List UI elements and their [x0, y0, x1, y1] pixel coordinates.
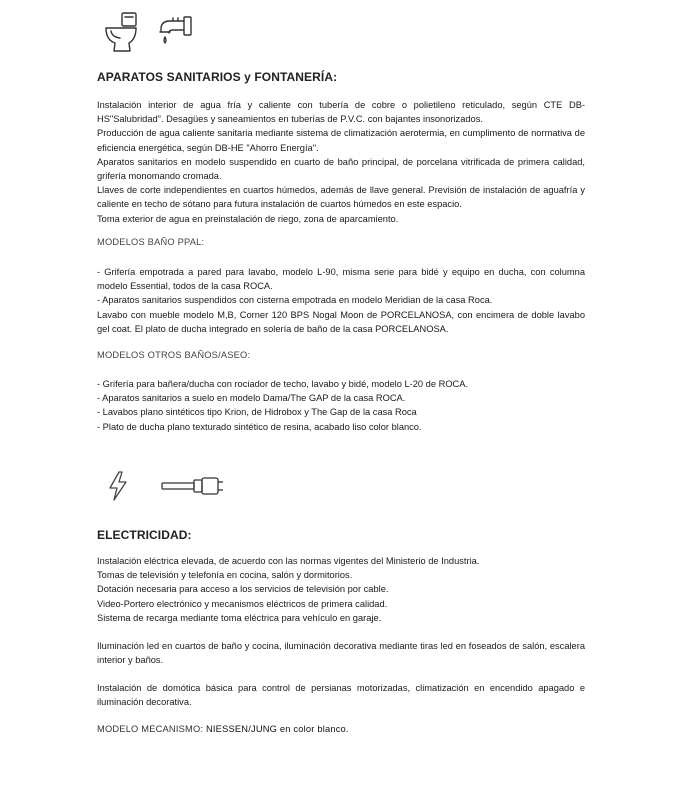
cable-plug-icon	[160, 473, 226, 499]
otros-banos-list	[97, 377, 585, 434]
plumbing-icons	[100, 10, 196, 54]
list-item: Lavabo con mueble modelo M,B, Corner 120 BPS Nogal Moon de PORCELANOSA, con encimera de doble lavabo gel coat. El plato de ducha integrado en solería de baño de la casa PORCELANOSA.	[97, 309, 585, 334]
list-item: Dotación necesaria para acceso a los servicios de televisión por cable.	[97, 584, 389, 595]
electricidad-list	[97, 554, 585, 625]
mecanismo-label: MODELO MECANISMO:	[97, 724, 206, 734]
paragraph: Aparatos sanitarios en modelo suspendido en cuarto de baño principal, de porcelana vitrificada de primera calidad, grifería monomando cromada.	[97, 156, 585, 182]
modelo-mecanismo	[97, 724, 349, 734]
list-item: - Grifería empotrada a pared para lavabo, modelo L-90, misma serie para bidé y equipo en ducha, con columna modelo Essential, todos de la casa ROCA.	[97, 267, 585, 292]
list-item: - Lavabos plano sintéticos tipo Krion, de Hidrobox y The Gap de la casa Roca	[97, 407, 417, 418]
list-item: Video-Portero electrónico y mecanismos eléctricos de primera calidad.	[97, 598, 388, 609]
toilet-icon	[100, 10, 142, 54]
list-item: Instalación eléctrica elevada, de acuerdo con las normas vigentes del Ministerio de Industria.	[97, 556, 480, 566]
subheading-bano-ppal: MODELOS BAÑO PPAL:	[97, 237, 205, 247]
lightning-icon	[106, 470, 130, 502]
faucet-icon	[156, 12, 196, 52]
list-item: Sistema de recarga mediante toma eléctrica para vehículo en garaje.	[97, 612, 382, 623]
paragraph: Producción de agua caliente sanitaria mediante sistema de climatización aerotermia, en cumplimento de normativa de eficiencia energética, según DB-HE "Ahorro Energía".	[97, 128, 585, 153]
list-item: - Aparatos sanitarios a suelo en modelo Dama/The GAP de la casa ROCA.	[97, 393, 406, 404]
paragraph: Toma exterior de agua en preinstalación de riego, zona de aparcamiento.	[97, 213, 399, 224]
iluminacion-paragraph: Iluminación led en cuartos de baño y cocina, iluminación decorativa mediante tiras led en foseados de salón, escalera interior y baños.	[97, 641, 585, 666]
section-title-electricidad: ELECTRICIDAD:	[97, 528, 192, 542]
mecanismo-value: NIESSEN/JUNG en color blanco.	[205, 724, 349, 734]
electricity-icons	[100, 470, 226, 502]
paragraph: Llaves de corte independientes en cuartos húmedos, además de llave general. Previsión de instalación de aguafría y caliente en techo de sótano para futura instalación de cuartos húmedos en este espacio.	[97, 185, 585, 210]
list-item: - Grifería para bañera/ducha con rociador de techo, lavabo y bidé, modelo L-20 de ROCA.	[97, 379, 469, 389]
sanitarios-description	[97, 98, 585, 226]
bano-ppal-list	[97, 265, 585, 336]
list-item: Tomas de televisión y telefonía en cocina, salón y dormitorios.	[97, 570, 353, 581]
list-item: - Plato de ducha plano texturado sintético de resina, acabado liso color blanco.	[97, 421, 422, 432]
paragraph: Instalación interior de agua fría y caliente con tubería de cobre o polietileno reticulado, según CTE DB-HS"Salubridad". Desagües y saneamientos en tuberías de P.V.C. con bajantes insonorizados.	[97, 100, 585, 125]
list-item: - Aparatos sanitarios suspendidos con cisterna empotrada en modelo Meridian de la casa Roca.	[97, 295, 493, 306]
section-title-sanitarios: APARATOS SANITARIOS y FONTANERÍA:	[97, 70, 338, 84]
subheading-otros-banos: MODELOS OTROS BAÑOS/ASEO:	[97, 350, 251, 360]
domotica-paragraph: Instalación de domótica básica para control de persianas motorizadas, climatización en encendido apagado e iluminación decorativa.	[97, 683, 585, 708]
